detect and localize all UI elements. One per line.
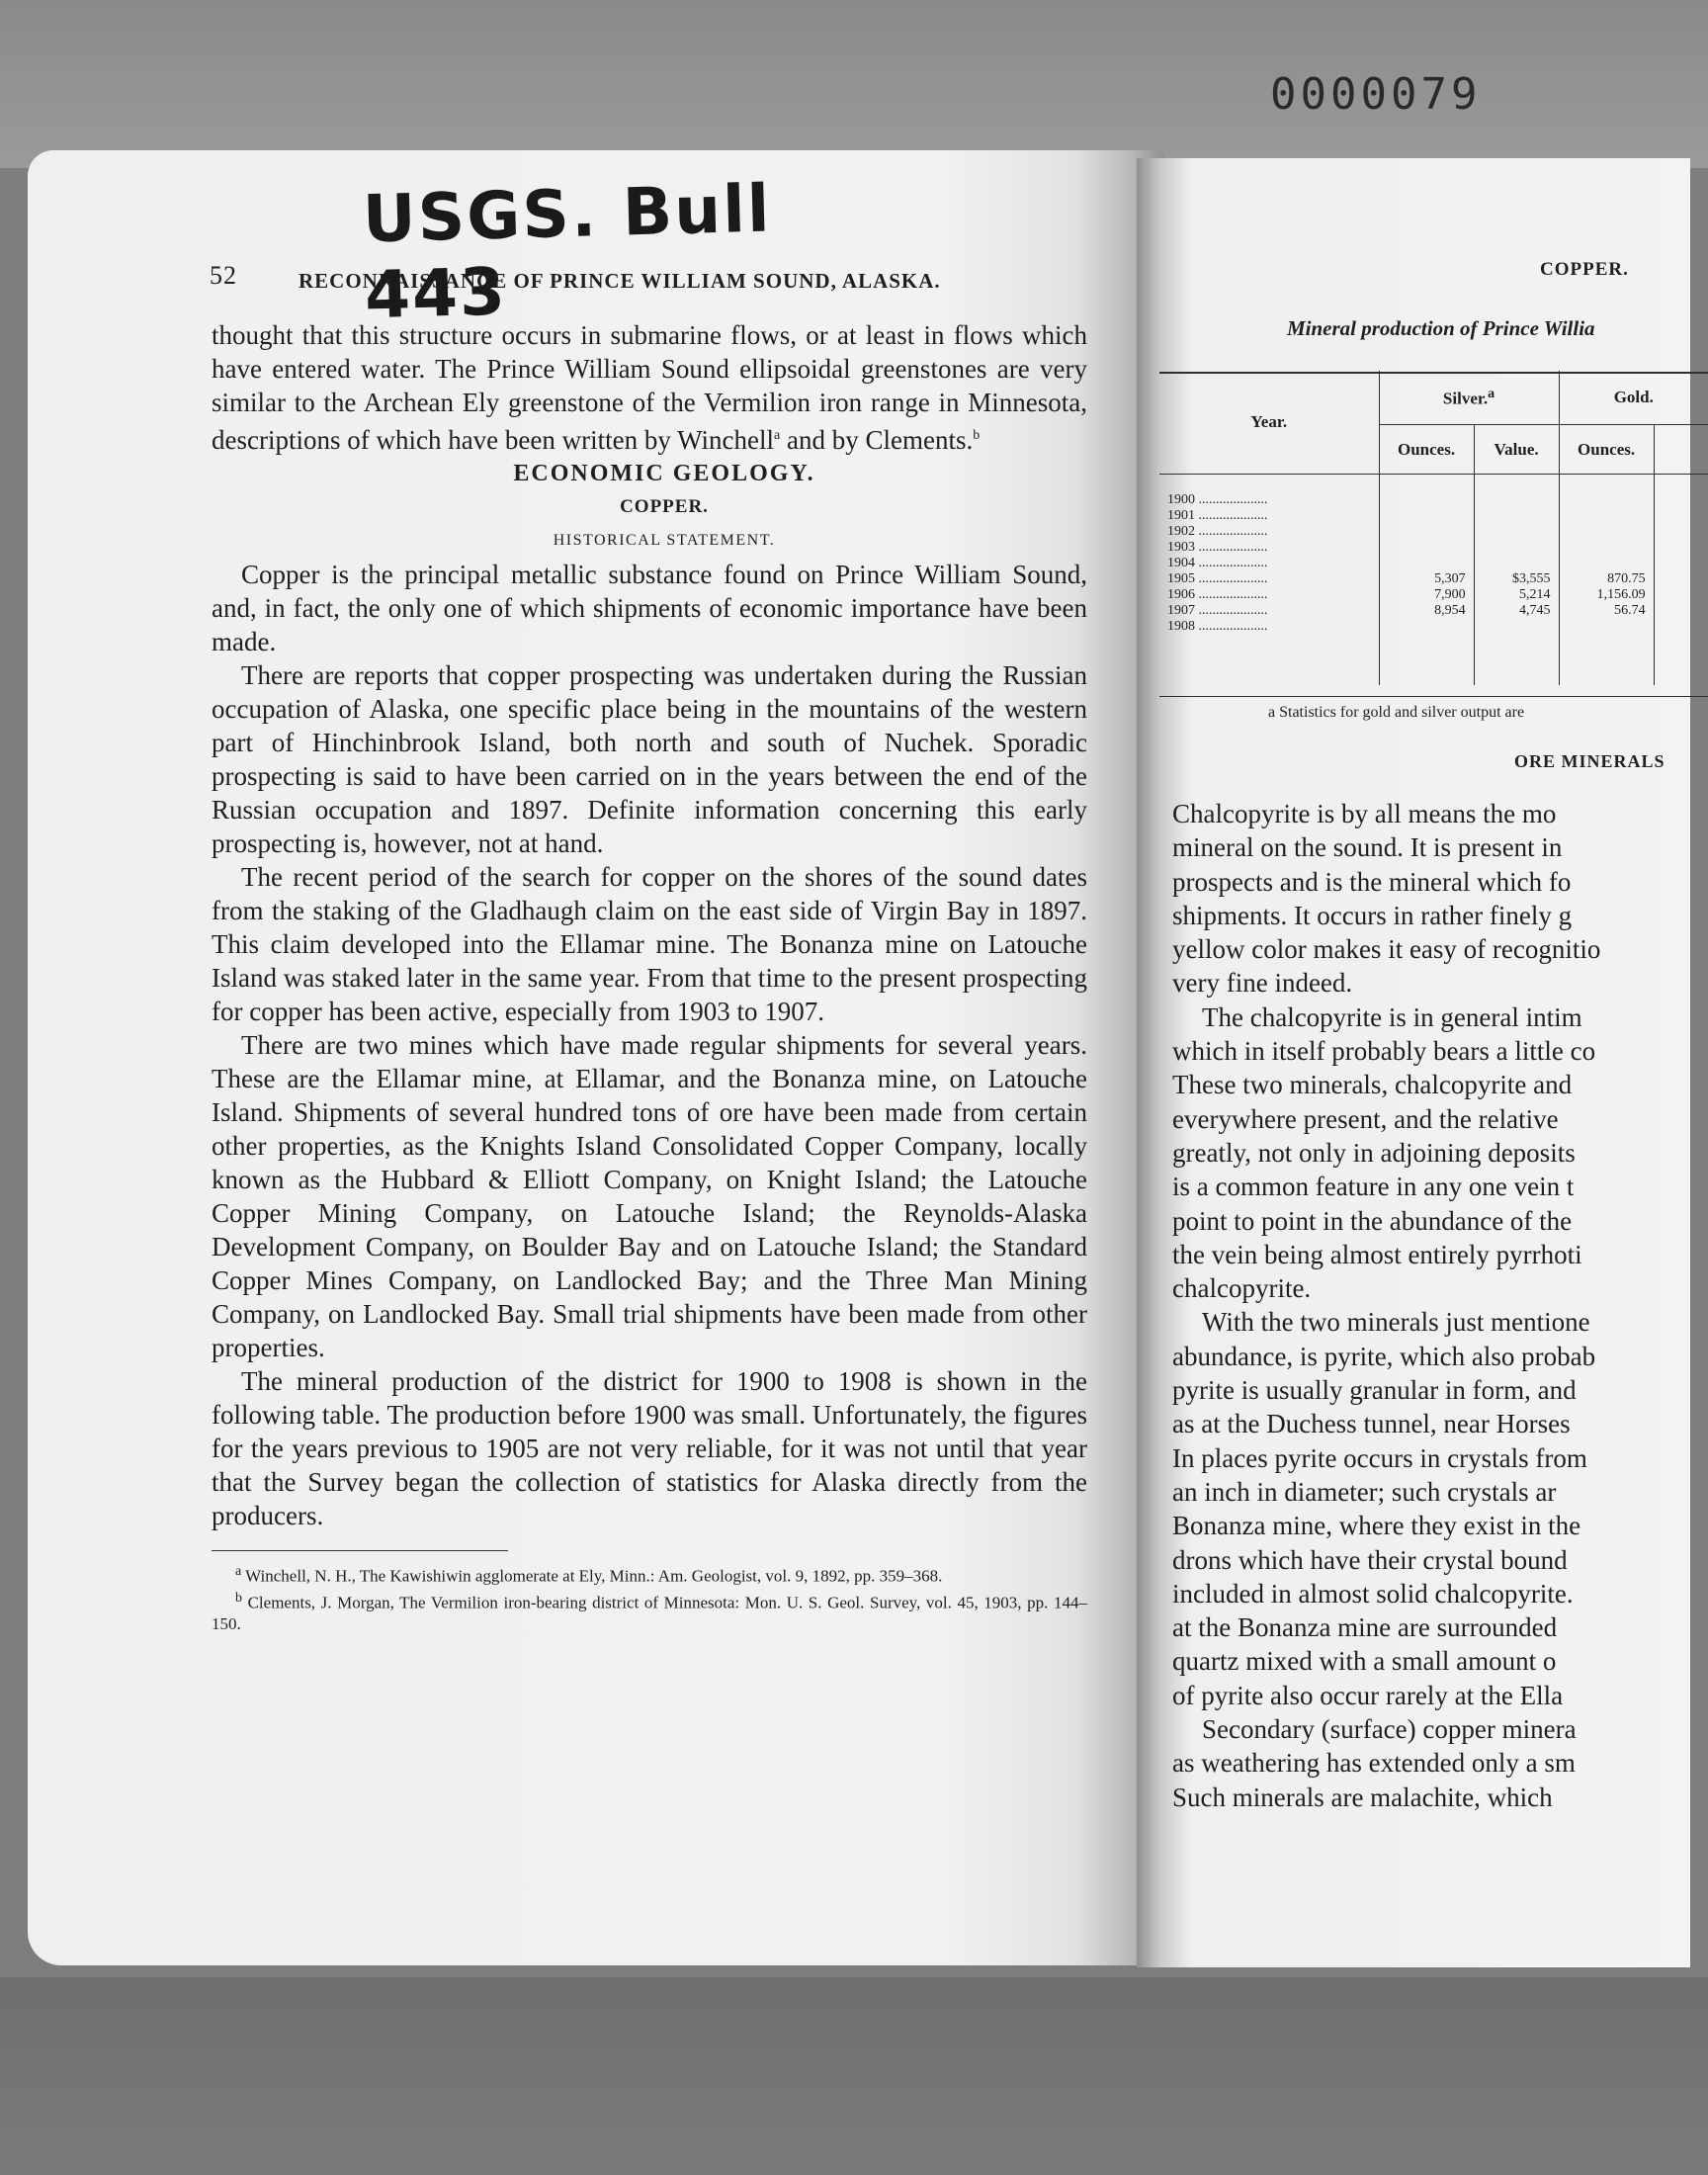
page-number: 52 bbox=[210, 261, 237, 290]
right-body-text bbox=[1172, 797, 1600, 1814]
text-line: yellow color makes it easy of recognitio bbox=[1172, 934, 1601, 965]
footnote: $^b$ Clements, J. Morgan, The Vermilion iron-bearing district of Minnesota: Mon. U. S. Geol. Survey, vol. 45, 1903, pp. 144–150. bbox=[212, 1590, 1087, 1634]
heading-economic-geology: ECONOMIC GEOLOGY. bbox=[513, 461, 815, 486]
table-body-row bbox=[1159, 475, 1708, 686]
text-line: The chalcopyrite is in general intim bbox=[1202, 1001, 1582, 1032]
text-line: In places pyrite occurs in crystals from bbox=[1172, 1442, 1587, 1473]
text-line: abundance, is pyrite, which also probab bbox=[1172, 1341, 1596, 1371]
text-line: mineral on the sound. It is present in bbox=[1172, 832, 1563, 863]
paragraph: There are two mines which have made regular shipments for several years. These are the Ellamar mine, at Ellamar, and the Bonanza mine, on Latouche Island. Shipments of several hundred tons of ore have been made from certain other properties, as the Knights Island Consolidated Copper Company, locally known as the Hubbard & Elliott Company, on Knight Island; the Latouche Copper Mining Company, on Latouche Island; the Reynolds-Alaska Development Company, on Boulder Bay and on Latouche Island; the Standard Copper Mines Company, on Landlocked Bay; and the Three Man Mining Company, on Landlocked Bay. Small trial shipments have been made from other properties. bbox=[212, 1030, 1087, 1362]
footnote-ref-b[interactable]: b bbox=[973, 428, 981, 443]
text-line: very fine indeed. bbox=[1172, 968, 1353, 999]
text-line: is a common feature in any one vein t bbox=[1172, 1172, 1575, 1202]
text-line: pyrite is usually granular in form, and bbox=[1172, 1375, 1577, 1406]
text-line: included in almost solid chalcopyrite. bbox=[1172, 1578, 1574, 1609]
text-line: as weathering has extended only a sm bbox=[1172, 1748, 1576, 1779]
footnote-divider bbox=[212, 1550, 508, 1551]
footnote: $^a$ Winchell, N. H., The Kawishiwin agglomerate at Ely, Minn.: Am. Geologist, vol. 9, 1892, pp. 359–368. bbox=[235, 1564, 943, 1586]
right-running-head: COPPER. bbox=[1540, 259, 1629, 280]
col-year: Year. bbox=[1159, 371, 1379, 475]
table-bottom-rule bbox=[1159, 696, 1708, 697]
table-header-row bbox=[1159, 371, 1708, 425]
left-body-text bbox=[212, 318, 1087, 1635]
text-line: greatly, not only in adjoining deposits bbox=[1172, 1137, 1576, 1168]
paragraph: There are reports that copper prospecting was undertaken during the Russian occupation of Alaska, one specific place being in the mountains of the western part of Hinchinbrook Island, both north and south of Nuchek. Sporadic prospecting is said to have been carried on in the years between the end of the Russian occupation and 1897. Definite information concerning this early prospecting is, however, not at hand. bbox=[212, 660, 1087, 858]
text-line: Bonanza mine, where they exist in the bbox=[1172, 1511, 1581, 1541]
cell-silver-value: $3,555 5,214 4,745 bbox=[1474, 475, 1559, 686]
cell-gold-ounces: 870.75 1,156.09 56.74 bbox=[1559, 475, 1654, 686]
heading-ore-minerals: ORE MINERALS bbox=[1514, 751, 1665, 771]
paragraph: The mineral production of the district for 1900 to 1908 is shown in the following table. The production before 1900 was small. Unfortunately, the figures for the years previous to 1905 are not very reliable, for it was not until that year that the Survey began the collection of statistics for Alaska directly from the producers. bbox=[212, 1366, 1087, 1530]
text-line: the vein being almost entirely pyrrhoti bbox=[1172, 1239, 1582, 1269]
paragraph: Copper is the principal metallic substance found on Prince William Sound, and, in fact, the only one of which shipments of economic importance have been made. bbox=[212, 560, 1087, 656]
table-footnote: a Statistics for gold and silver output are bbox=[1268, 704, 1525, 721]
text-line: point to point in the abundance of the bbox=[1172, 1205, 1573, 1236]
scan-background-bottom bbox=[0, 1977, 1708, 2175]
col-group-gold: Gold. bbox=[1559, 371, 1708, 425]
col-gold-value bbox=[1654, 425, 1708, 475]
cell-silver-ounces: 5,307 7,900 8,954 bbox=[1379, 475, 1474, 686]
text-line: Secondary (surface) copper minera bbox=[1202, 1714, 1577, 1745]
text-line: at the Bonanza mine are surrounded bbox=[1172, 1612, 1558, 1643]
text-line: quartz mixed with a small amount o bbox=[1172, 1646, 1557, 1677]
text-line: of pyrite also occur rarely at the Ella bbox=[1172, 1680, 1564, 1710]
paragraph: The recent period of the search for copper on the shores of the sound dates from the staking of the Gladhaugh claim on the east side of Virgin Bay in 1897. This claim developed into the Ellamar mine. The Bonanza mine on Latouche Island was staked later in the same year. From that time to the present prospecting for copper has been active, especially from 1903 to 1907. bbox=[212, 862, 1087, 1026]
footnotes bbox=[212, 1561, 1087, 1635]
heading-historical-statement: HISTORICAL STATEMENT. bbox=[553, 532, 776, 549]
text-line: drons which have their crystal bound bbox=[1172, 1544, 1568, 1575]
text-line: Such minerals are malachite, which bbox=[1172, 1782, 1553, 1812]
text-line: as at the Duchess tunnel, near Horses bbox=[1172, 1409, 1571, 1439]
text-line: These two minerals, chalcopyrite and bbox=[1172, 1070, 1573, 1100]
handwritten-note: USGS. Bull 443 bbox=[362, 170, 773, 334]
text-line: which in itself probably bears a little co bbox=[1172, 1036, 1596, 1067]
text-line: With the two minerals just mentione bbox=[1202, 1307, 1590, 1338]
text-line: everywhere present, and the relative bbox=[1172, 1103, 1559, 1134]
col-gold-ounces: Ounces. bbox=[1559, 425, 1654, 475]
table-caption: Mineral production of Prince Willia bbox=[1287, 316, 1595, 340]
col-group-silver: Silver.$^a$ bbox=[1379, 371, 1559, 425]
text-line: prospects and is the mineral which fo bbox=[1172, 866, 1572, 897]
mineral-production-table bbox=[1159, 371, 1708, 685]
col-silver-value: Value. bbox=[1474, 425, 1559, 475]
heading-copper: COPPER. bbox=[620, 496, 709, 517]
text-line: chalcopyrite. bbox=[1172, 1273, 1312, 1304]
text-line: an inch in diameter; such crystals ar bbox=[1172, 1476, 1557, 1507]
scan-id-stamp: 0000079 bbox=[1270, 69, 1482, 120]
running-head-title: RECONNAISSANCE OF PRINCE WILLIAM SOUND, ALASKA. bbox=[299, 269, 941, 293]
intro-paragraph: thought that this structure occurs in submarine flows, or at least in flows which have entered water. The Prince William Sound ellipsoidal greenstones are very similar to the Archean Ely greenstone of the Vermilion iron range in Minnesota, descriptions of which have been written by Winchell$^a$ and by Clements.$^b$ bbox=[212, 320, 1087, 455]
text-line: Chalcopyrite is by all means the mo bbox=[1172, 799, 1557, 828]
text-line: shipments. It occurs in rather finely g bbox=[1172, 900, 1573, 930]
col-silver-ounces: Ounces. bbox=[1379, 425, 1474, 475]
footnote-ref-a[interactable]: a bbox=[774, 428, 781, 443]
cell-years: 1900 .................... 1901 .................... 1902 .................... 1903 .................... 1904 .................... 1905 .................... 1906 .................... 1907 .................... 1908 .................... bbox=[1159, 475, 1379, 686]
cell-gold-value bbox=[1654, 475, 1708, 686]
